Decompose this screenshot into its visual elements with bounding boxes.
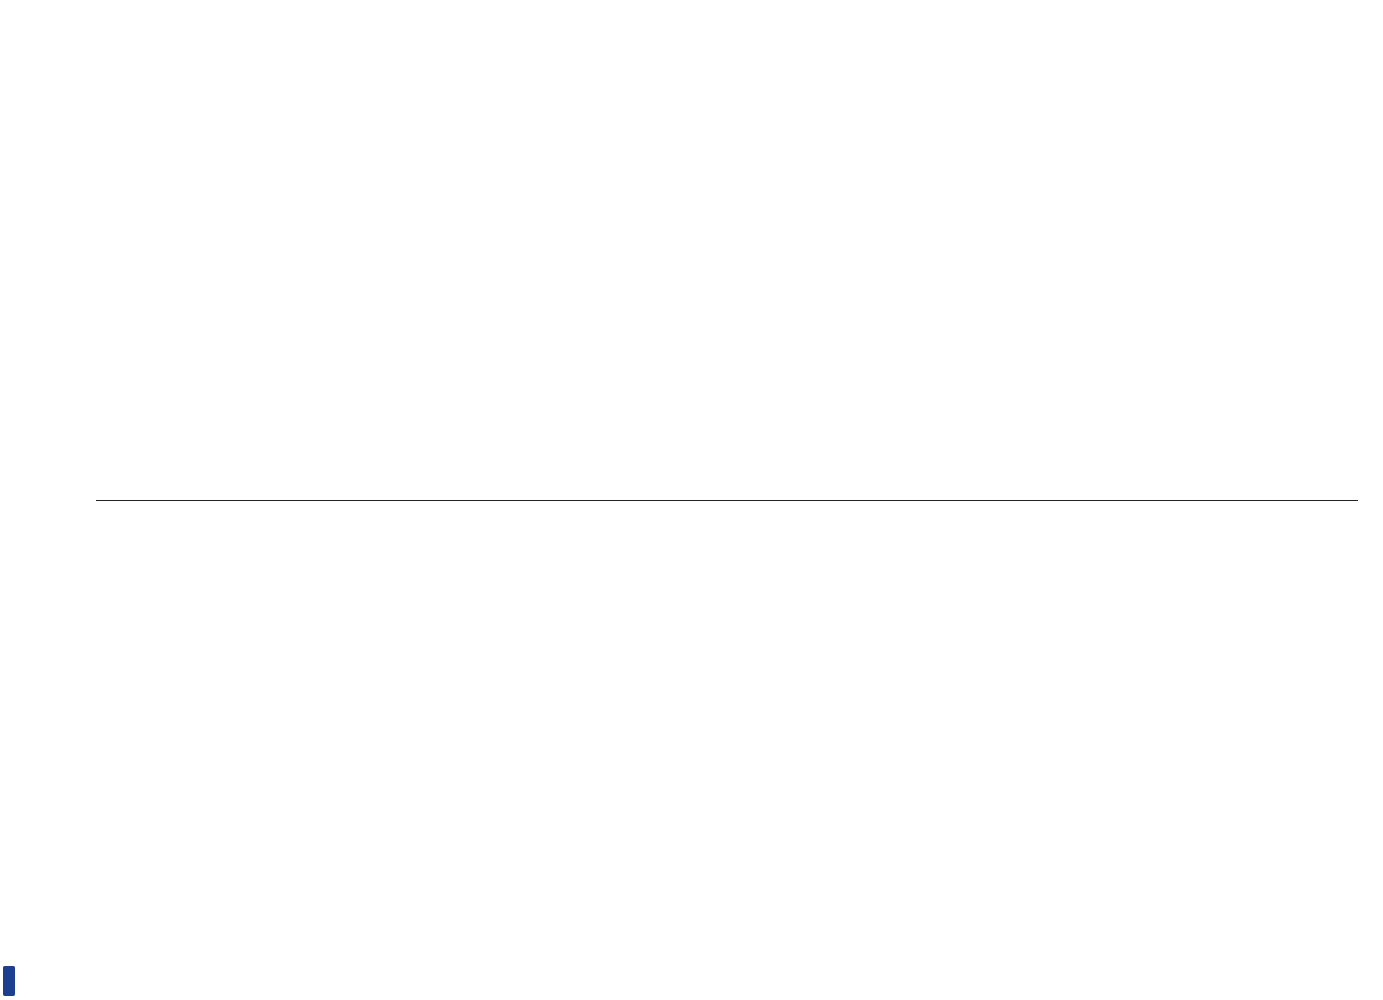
dfg-logo-icon — [3, 966, 15, 996]
document-page — [50, 0, 1383, 1000]
text-column-right — [98, 40, 1356, 480]
column-divider — [96, 500, 1358, 501]
text-column-left — [98, 520, 1356, 960]
page-header — [64, 40, 90, 960]
